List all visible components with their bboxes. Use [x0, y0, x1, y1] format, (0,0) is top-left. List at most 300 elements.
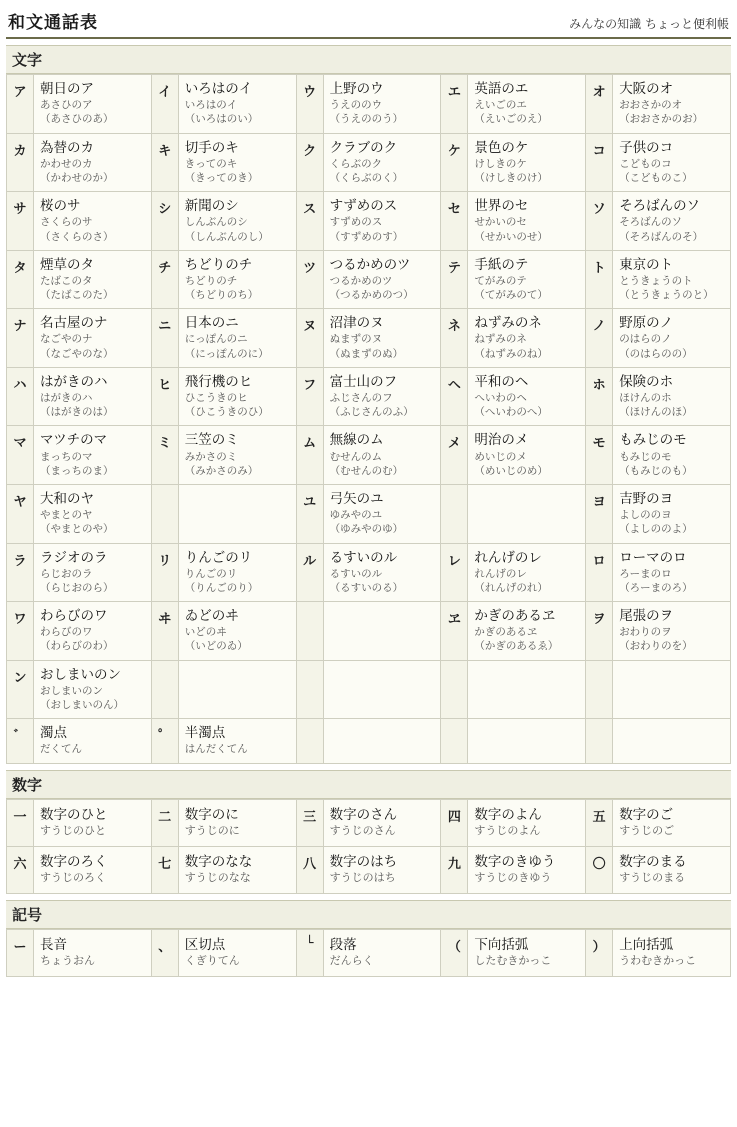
phrase-reading-alt: （ゆみやのゆ） [329, 523, 404, 536]
cell-key-empty [441, 719, 468, 763]
phrase-reading: にっぽんのニ [184, 333, 248, 346]
page-header [6, 6, 731, 39]
phrase-reading: るすいのル [329, 567, 383, 580]
phrase-reading: くらぶのク [329, 157, 383, 170]
phrase-kana: 手紙のテ [474, 256, 529, 273]
phrase-reading: くぎりてん [184, 953, 240, 967]
phrase-kana: 三笠のミ [184, 432, 239, 449]
table-moji [6, 74, 731, 764]
cell-key: セ [441, 192, 468, 251]
phrase-kana: 子供のコ [619, 139, 674, 156]
cell-key: ラ [7, 543, 34, 602]
phrase-reading: すうじのろく [40, 870, 106, 884]
cell-value [468, 250, 586, 309]
section-heading-kigou: 記号 [6, 900, 731, 929]
phrase-reading-alt: （るすいのる） [329, 581, 404, 594]
table-row [7, 192, 731, 251]
phrase-kana: 大阪のオ [619, 81, 674, 97]
phrase-reading: きってのキ [184, 157, 238, 170]
cell-key: ソ [586, 192, 613, 251]
cell-value [468, 133, 586, 192]
phrase-reading: のはらのノ [619, 333, 672, 346]
cell-key: ヤ [7, 484, 34, 543]
phrase-reading-alt: （よしののよ） [619, 523, 693, 536]
cell-key: ナ [7, 309, 34, 368]
phrase-kana: 数字のよん [474, 806, 542, 823]
cell-value [178, 367, 296, 426]
cell-key: ロ [586, 543, 613, 602]
phrase-kana: 景色のケ [474, 139, 529, 156]
cell-value [613, 929, 731, 976]
phrase-kana: 尾張のヲ [619, 608, 674, 625]
phrase-reading-alt: （いどのゐ） [184, 640, 248, 653]
phrase-kana: 野原のノ [619, 315, 674, 332]
cell-key-empty [151, 484, 178, 543]
phrase-reading: わらびのワ [40, 626, 93, 639]
cell-value [34, 543, 152, 602]
phrase-reading: ろーまのロ [619, 567, 672, 580]
cell-value [613, 250, 731, 309]
phrase-kana: そろばんのソ [619, 198, 700, 215]
cell-key: ヰ [151, 602, 178, 661]
phrase-reading-alt: （かわせのか） [40, 171, 114, 184]
phrase-reading-alt: （にっぽんのに） [184, 347, 269, 360]
phrase-kana: はがきのハ [40, 373, 108, 390]
cell-key: ケ [441, 133, 468, 192]
phrase-reading: れんげのレ [474, 567, 527, 580]
cell-value [178, 543, 296, 602]
cell-key: ヲ [586, 602, 613, 661]
phrase-kana: 明治のメ [474, 432, 529, 449]
phrase-kana: 数字のまる [619, 853, 687, 870]
cell-key: カ [7, 133, 34, 192]
phrase-reading-alt: （ろーまのろ） [619, 581, 693, 594]
cell-value [468, 543, 586, 602]
phrase-reading: よしののヨ [619, 509, 672, 522]
table-row [7, 309, 731, 368]
phrase-reading-alt: （かぎのあるゑ） [474, 640, 559, 653]
phrase-reading: すうじのなな [184, 870, 251, 884]
cell-value-empty [613, 660, 731, 719]
phrase-kana: 下向括弧 [474, 936, 529, 953]
cell-value [468, 929, 586, 976]
phrase-kana: クラブのク [329, 139, 398, 156]
phrase-reading-alt: （せかいのせ） [474, 230, 548, 243]
phrase-reading-alt: （なごやのな） [40, 347, 114, 360]
cell-value [178, 602, 296, 661]
cell-key: 九 [441, 846, 468, 893]
cell-key: 七 [151, 846, 178, 893]
cell-key-empty [296, 719, 323, 763]
phrase-kana: 数字のはち [329, 853, 398, 870]
cell-key-empty [296, 660, 323, 719]
cell-key: ハ [7, 367, 34, 426]
phrase-reading-alt: （てがみのて） [474, 289, 548, 302]
phrase-reading: いろはのイ [184, 99, 238, 112]
phrase-reading-alt: （ぬまずのぬ） [329, 347, 404, 360]
cell-key: ミ [151, 426, 178, 485]
cell-value-empty [468, 660, 586, 719]
table-row [7, 367, 731, 426]
cell-key-empty [296, 602, 323, 661]
cell-value-empty [178, 484, 296, 543]
cell-value [178, 75, 296, 134]
cell-key: メ [441, 426, 468, 485]
phrase-reading-alt: （ほけんのほ） [619, 406, 693, 419]
phrase-kana: 英語のエ [474, 81, 529, 97]
cell-value [613, 484, 731, 543]
phrase-reading-alt: （けしきのけ） [474, 171, 548, 184]
table-row [7, 846, 731, 893]
cell-key: ス [296, 192, 323, 251]
phrase-reading: みかさのミ [184, 450, 238, 463]
phrase-kana: 上野のウ [329, 81, 384, 97]
phrase-kana: 日本のニ [184, 315, 239, 332]
phrase-kana: おしまいのン [40, 666, 121, 683]
cell-key: テ [441, 250, 468, 309]
cell-value [178, 192, 296, 251]
phrase-reading: ねずみのネ [474, 333, 527, 346]
phrase-kana: 長音 [40, 936, 67, 953]
cell-key: ノ [586, 309, 613, 368]
cell-key: 六 [7, 846, 34, 893]
cell-value [34, 929, 152, 976]
phrase-reading: なごやのナ [40, 333, 93, 346]
cell-value [178, 799, 296, 846]
phrase-kana: 数字のさん [329, 806, 398, 823]
cell-value [468, 846, 586, 893]
table-row [7, 799, 731, 846]
cell-key: ワ [7, 602, 34, 661]
cell-key: 、 [151, 929, 178, 976]
phrase-reading: へいわのヘ [474, 392, 527, 405]
phrase-kana: 数字のご [619, 806, 674, 823]
phrase-kana: 平和のヘ [474, 373, 529, 390]
phrase-reading: しんぶんのシ [184, 216, 248, 229]
cell-key: 八 [296, 846, 323, 893]
phrase-kana: 数字のに [184, 806, 239, 823]
table-suji [6, 799, 731, 894]
phrase-kana: つるかめのツ [329, 256, 411, 273]
cell-value [468, 309, 586, 368]
phrase-reading: ひこうきのヒ [184, 392, 248, 405]
phrase-reading: かわせのカ [40, 157, 93, 170]
phrase-reading: まっちのマ [40, 450, 93, 463]
cell-key: フ [296, 367, 323, 426]
phrase-reading: すうじのさん [329, 823, 396, 837]
phrase-reading: すうじのはち [329, 870, 396, 884]
cell-key: ホ [586, 367, 613, 426]
phrase-reading-alt: （さくらのさ） [40, 230, 114, 243]
cell-value [178, 929, 296, 976]
cell-key: シ [151, 192, 178, 251]
phrase-reading: うえののウ [329, 99, 383, 112]
phrase-reading: うわむきかっこ [619, 953, 697, 967]
phrase-kana: 朝日のア [40, 81, 94, 97]
cell-key-empty [441, 484, 468, 543]
cell-value [613, 846, 731, 893]
phrase-reading: ほけんのホ [619, 392, 672, 405]
cell-value-empty [323, 719, 441, 763]
phrase-reading-alt: （すずめのす） [329, 230, 404, 243]
phrase-kana: ラジオのラ [40, 549, 108, 566]
phrase-kana: 桜のサ [40, 198, 81, 215]
phrase-reading: てがみのテ [474, 274, 527, 287]
cell-key: キ [151, 133, 178, 192]
cell-key: ヒ [151, 367, 178, 426]
phrase-reading-alt: （ねずみのね） [474, 347, 548, 360]
phrase-reading: いどのヰ [184, 626, 227, 639]
page-title: 和文通話表 [8, 13, 98, 33]
phrase-kana: るすいのル [329, 549, 398, 566]
cell-value [178, 309, 296, 368]
table-row [7, 484, 731, 543]
phrase-reading: すうじのひと [40, 823, 106, 837]
phrase-kana: りんごのリ [184, 549, 253, 566]
cell-value [34, 719, 152, 763]
cell-key: リ [151, 543, 178, 602]
phrase-reading: ちょうおん [40, 953, 95, 967]
phrase-kana: ゐどのヰ [184, 608, 239, 625]
phrase-reading-alt: （おしまいのん） [40, 699, 124, 712]
phrase-reading: すうじのご [619, 823, 675, 837]
table-row [7, 250, 731, 309]
cell-value [323, 929, 441, 976]
cell-key: ル [296, 543, 323, 602]
phrase-kana: 濁点 [40, 725, 67, 742]
cell-value [34, 250, 152, 309]
cell-key-empty [586, 660, 613, 719]
table-row [7, 929, 731, 976]
cell-value [323, 846, 441, 893]
phrase-reading: したむきかっこ [474, 953, 552, 967]
cell-key: 一 [7, 799, 34, 846]
table-row [7, 719, 731, 763]
phrase-reading: おおさかのオ [619, 99, 683, 112]
phrase-reading-alt: （おおさかのお） [619, 113, 704, 126]
phrase-kana: 飛行機のヒ [184, 373, 253, 390]
phrase-reading-alt: （きってのき） [184, 171, 259, 184]
cell-value [323, 75, 441, 134]
cell-value [468, 75, 586, 134]
phrase-reading: はがきのハ [40, 392, 93, 405]
phrase-reading-alt: （とうきょうのと） [619, 289, 714, 302]
cell-value-empty [468, 719, 586, 763]
cell-value [34, 426, 152, 485]
phrase-kana: ローマのロ [619, 549, 687, 566]
cell-value [613, 602, 731, 661]
phrase-reading: かぎのあるヱ [474, 626, 538, 639]
cell-value [34, 192, 152, 251]
phrase-reading-alt: （はがきのは） [40, 406, 114, 419]
cell-value-empty [178, 660, 296, 719]
phrase-reading: もみじのモ [619, 450, 672, 463]
cell-key: └ [296, 929, 323, 976]
cell-value [468, 602, 586, 661]
phrase-kana: 数字のひと [40, 806, 108, 823]
phrase-reading: めいじのメ [474, 450, 527, 463]
phrase-kana: マツチのマ [40, 432, 108, 449]
cell-value [178, 250, 296, 309]
phrase-kana: 数字のなな [184, 853, 253, 870]
phrase-kana: 段落 [329, 936, 357, 953]
cell-key: マ [7, 426, 34, 485]
phrase-reading-alt: （たばこのた） [40, 289, 114, 302]
phrase-reading-alt: （わらびのわ） [40, 640, 114, 653]
phrase-reading: おわりのヲ [619, 626, 672, 639]
phrase-reading: えいごのエ [474, 99, 527, 112]
cell-value [34, 133, 152, 192]
phrase-reading: すうじのきゆう [474, 870, 552, 884]
phrase-kana: 数字のきゆう [474, 853, 556, 870]
phrase-kana: 東京のト [619, 256, 674, 273]
phrase-reading: すずめのス [329, 216, 383, 229]
phrase-reading-alt: （むせんのむ） [329, 464, 404, 477]
phrase-reading: けしきのケ [474, 157, 527, 170]
phrase-reading-alt: （れんげのれ） [474, 581, 548, 594]
phrase-reading: たばこのタ [40, 274, 93, 287]
phrase-reading: らじおのラ [40, 567, 93, 580]
site-name: みんなの知識 ちょっと便利帳 [569, 17, 729, 31]
cell-value [34, 660, 152, 719]
phrase-reading-alt: （しんぶんのし） [184, 230, 269, 243]
cell-value [323, 133, 441, 192]
phrase-reading-alt: （へいわのへ） [474, 406, 548, 419]
cell-value [613, 367, 731, 426]
cell-key: タ [7, 250, 34, 309]
cell-value [613, 75, 731, 134]
cell-value [34, 846, 152, 893]
phrase-kana: いろはのイ [184, 81, 253, 97]
phrase-reading-alt: （みかさのみ） [184, 464, 259, 477]
cell-key: ） [586, 929, 613, 976]
cell-value [468, 799, 586, 846]
cell-key: 二 [151, 799, 178, 846]
cell-key: ヨ [586, 484, 613, 543]
cell-value [34, 367, 152, 426]
cell-key: 三 [296, 799, 323, 846]
phrase-reading-alt: （めいじのめ） [474, 464, 548, 477]
phrase-reading: すうじのに [184, 823, 240, 837]
phrase-kana: すずめのス [329, 198, 398, 215]
cell-key: コ [586, 133, 613, 192]
cell-value [178, 133, 296, 192]
cell-key: ヌ [296, 309, 323, 368]
cell-key: エ [441, 75, 468, 134]
cell-key: ク [296, 133, 323, 192]
phrase-reading-alt: （ちどりのち） [184, 289, 259, 302]
phrase-reading: やまとのヤ [40, 509, 93, 522]
phrase-reading: こどものコ [619, 157, 672, 170]
phrase-reading: さくらのサ [40, 216, 93, 229]
phrase-kana: 区切点 [184, 936, 226, 953]
cell-key-empty [441, 660, 468, 719]
phrase-reading: そろばんのソ [619, 216, 682, 229]
cell-value [613, 192, 731, 251]
phrase-reading: とうきょうのト [619, 274, 693, 287]
cell-value [323, 309, 441, 368]
phrase-reading: せかいのセ [474, 216, 527, 229]
phrase-kana: ねずみのネ [474, 315, 542, 332]
phrase-reading: むせんのム [329, 450, 383, 463]
table-row [7, 602, 731, 661]
cell-key: ヱ [441, 602, 468, 661]
phrase-reading: ふじさんのフ [329, 392, 393, 405]
phrase-reading-alt: （ふじさんのふ） [329, 406, 414, 419]
cell-value [34, 799, 152, 846]
phrase-kana: 弓矢のユ [329, 490, 384, 507]
phrase-kana: 煙草のタ [40, 256, 94, 273]
phrase-reading-alt: （おわりのを） [619, 640, 693, 653]
cell-value [613, 133, 731, 192]
phrase-kana: 数字のろく [40, 853, 108, 870]
cell-value [323, 250, 441, 309]
phrase-reading-alt: （もみじのも） [619, 464, 693, 477]
table-row [7, 660, 731, 719]
cell-key-empty [586, 719, 613, 763]
phrase-kana: 新聞のシ [184, 198, 239, 215]
cell-key: オ [586, 75, 613, 134]
phrase-kana: れんげのレ [474, 549, 542, 566]
phrase-reading-alt: （つるかめのつ） [329, 289, 414, 302]
phrase-kana: 大和のヤ [40, 490, 94, 507]
cell-key: ー [7, 929, 34, 976]
cell-key: ム [296, 426, 323, 485]
phrase-reading-alt: （のはらのの） [619, 347, 693, 360]
cell-value-empty [613, 719, 731, 763]
cell-value [323, 799, 441, 846]
phrase-kana: 切手のキ [184, 139, 239, 156]
cell-value [34, 309, 152, 368]
phrase-kana: ちどりのチ [184, 256, 253, 273]
cell-key: モ [586, 426, 613, 485]
cell-value-empty [468, 484, 586, 543]
cell-value [468, 192, 586, 251]
cell-value [34, 602, 152, 661]
cell-key: ニ [151, 309, 178, 368]
phrase-reading-alt: （いろはのい） [184, 113, 259, 126]
cell-value [178, 426, 296, 485]
phrase-reading: おしまいのン [40, 684, 103, 697]
cell-key: ヘ [441, 367, 468, 426]
cell-key: ゜ [151, 719, 178, 763]
section-heading-moji: 文字 [6, 45, 731, 74]
phrase-reading-alt: （らじおのら） [40, 581, 114, 594]
cell-key: レ [441, 543, 468, 602]
phrase-reading-alt: （あさひのあ） [40, 113, 114, 126]
phrase-reading: あさひのア [40, 99, 93, 112]
cell-key: ア [7, 75, 34, 134]
phrase-kana: 半濁点 [184, 725, 226, 742]
phrase-kana: 無線のム [329, 432, 384, 449]
phrase-reading-alt: （そろばんのそ） [619, 230, 704, 243]
cell-key: ウ [296, 75, 323, 134]
phrase-kana: もみじのモ [619, 432, 687, 449]
phrase-reading: つるかめのツ [329, 274, 393, 287]
section-heading-suji: 数字 [6, 770, 731, 799]
cell-key: 四 [441, 799, 468, 846]
phrase-reading: すうじのよん [474, 823, 541, 837]
cell-value [323, 484, 441, 543]
phrase-kana: 富士山のフ [329, 373, 398, 390]
phrase-reading: はんだくてん [184, 743, 248, 756]
phrase-reading-alt: （やまとのや） [40, 523, 114, 536]
phrase-kana: かぎのあるヱ [474, 608, 556, 625]
phrase-reading: ぬまずのヌ [329, 333, 383, 346]
phrase-kana: 吉野のヨ [619, 490, 674, 507]
cell-value [323, 543, 441, 602]
cell-value [34, 484, 152, 543]
